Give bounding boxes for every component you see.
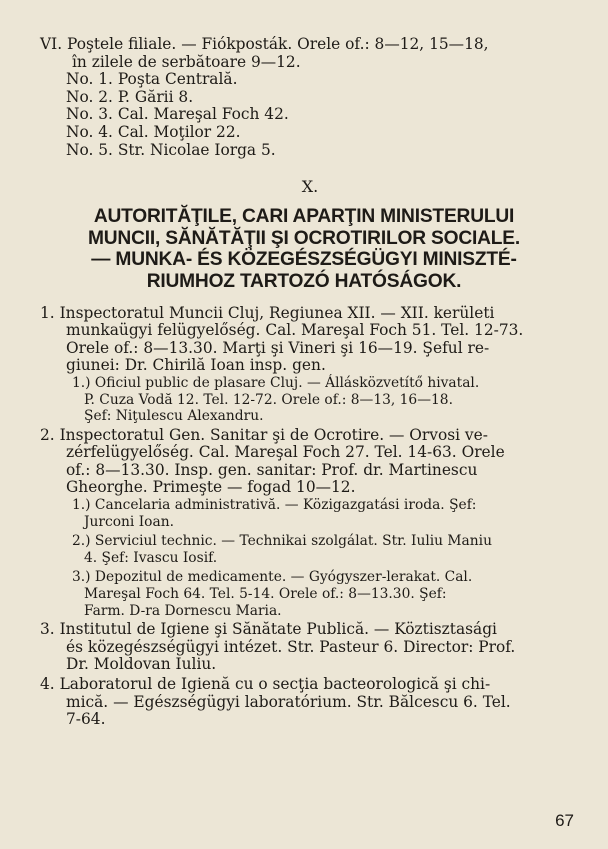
- sub-entry-line: 1.) Oficiul public de plasare Cluj. — Állásközvetítő hivatal.: [72, 374, 480, 391]
- section-heading-line: AUTORITĂŢILE, CARI APARŢIN MINISTERULUI: [93, 206, 515, 228]
- entry-line: Orele of.: 8—13.30. Marţi şi Vineri şi 16—19. Şeful re-: [66, 338, 490, 357]
- post-office-item: No. 4. Cal. Moţilor 22.: [66, 122, 241, 141]
- sub-entry-line: 2.) Serviciul technic. — Technikai szolgálat. Str. Iuliu Maniu: [72, 533, 492, 550]
- post-office-item: No. 3. Cal. Mareşal Foch 42.: [66, 105, 289, 124]
- page-number: 67: [555, 811, 574, 830]
- entry-institutul-igiene: [40, 621, 580, 674]
- section-heading-line: RIUMHOZ TARTOZÓ HATÓSÁGOK.: [146, 270, 462, 292]
- entry-line: Dr. Moldovan Iuliu.: [66, 655, 217, 674]
- post-office-item: No. 2. P. Gării 8.: [66, 87, 194, 106]
- entry-inspectoratul-muncii: [40, 305, 580, 425]
- entry-laboratorul-igiena: [40, 676, 580, 729]
- entry-line: Gheorghe. Primeşte — fogad 10—12.: [66, 478, 356, 497]
- entry-line: zérfelügyelőség. Cal. Mareşal Foch 27. Tel. 14-63. Orele: [66, 443, 505, 462]
- sub-entry-line: P. Cuza Vodă 12. Tel. 12-72. Orele of.: 8—13, 16—18.: [84, 391, 453, 408]
- entry-inspectoratul-sanitar: [40, 427, 580, 620]
- entry-line: munkaügyi felügyelőség. Cal. Mareşal Foch 51. Tel. 12-73.: [66, 321, 524, 340]
- section-number: X.: [301, 177, 319, 197]
- sub-entry-line: Mareşal Foch 64. Tel. 5-14. Orele of.: 8—13.30. Şef:: [84, 586, 447, 603]
- section-heading: [40, 206, 580, 292]
- section-heading-line: — MUNKA- ÉS KÖZEGÉSZSÉGÜGYI MINISZTÉ-: [91, 249, 517, 271]
- sub-entry-line: 1.) Cancelaria administrativă. — Közigazgatási iroda. Şef:: [72, 497, 477, 514]
- post-office-item: No. 1. Poşta Centrală.: [66, 70, 238, 89]
- entry-line: 7-64.: [66, 710, 106, 729]
- section-heading-line: MUNCII, SĂNĂTĂŢII ŞI OCROTIRILOR SOCIALE.: [87, 227, 521, 249]
- sub-entry-line: Şef: Niţulescu Alexandru.: [84, 408, 264, 425]
- sub-entry-line: Farm. D-ra Dornescu Maria.: [84, 602, 282, 619]
- entry-line: of.: 8—13.30. Insp. gen. sanitar: Prof. dr. Martinescu: [66, 460, 478, 479]
- sub-entry-line: 4. Şef: Ivascu Iosif.: [84, 549, 218, 566]
- sub-entry-line: Jurconi Ioan.: [84, 513, 174, 530]
- sub-entry-line: 3.) Depozitul de medicamente. — Gyógyszer-lerakat. Cal.: [72, 569, 473, 586]
- post-office-item: No. 5. Str. Nicolae Iorga 5.: [66, 140, 276, 159]
- entry-line: 1. Inspectoratul Muncii Cluj, Regiunea XII. — XII. kerületi: [40, 303, 495, 322]
- entry-line: mică. — Egészségügyi laboratórium. Str. Bălcescu 6. Tel.: [66, 692, 511, 711]
- entry-line: 4. Laboratorul de Igienă cu o secţia bacteorologică şi chi-: [40, 675, 491, 693]
- entry-line: 3. Institutul de Igiene şi Sănătate Publică. — Köztisztasági: [40, 620, 497, 639]
- posts-hours-line: în zilele de serbătoare 9—12.: [72, 52, 301, 71]
- entry-line: giunei: Dr. Chirilă Ioan insp. gen.: [66, 356, 326, 375]
- posts-heading-line: VI. Poştele filiale. — Fiókposták. Orele of.: 8—12, 15—18,: [40, 35, 489, 53]
- entry-line: 2. Inspectoratul Gen. Sanitar şi de Ocrotire. — Orvosi ve-: [40, 425, 488, 444]
- entry-line: és közegészségügyi intézet. Str. Pasteur 6. Director: Prof.: [66, 637, 516, 656]
